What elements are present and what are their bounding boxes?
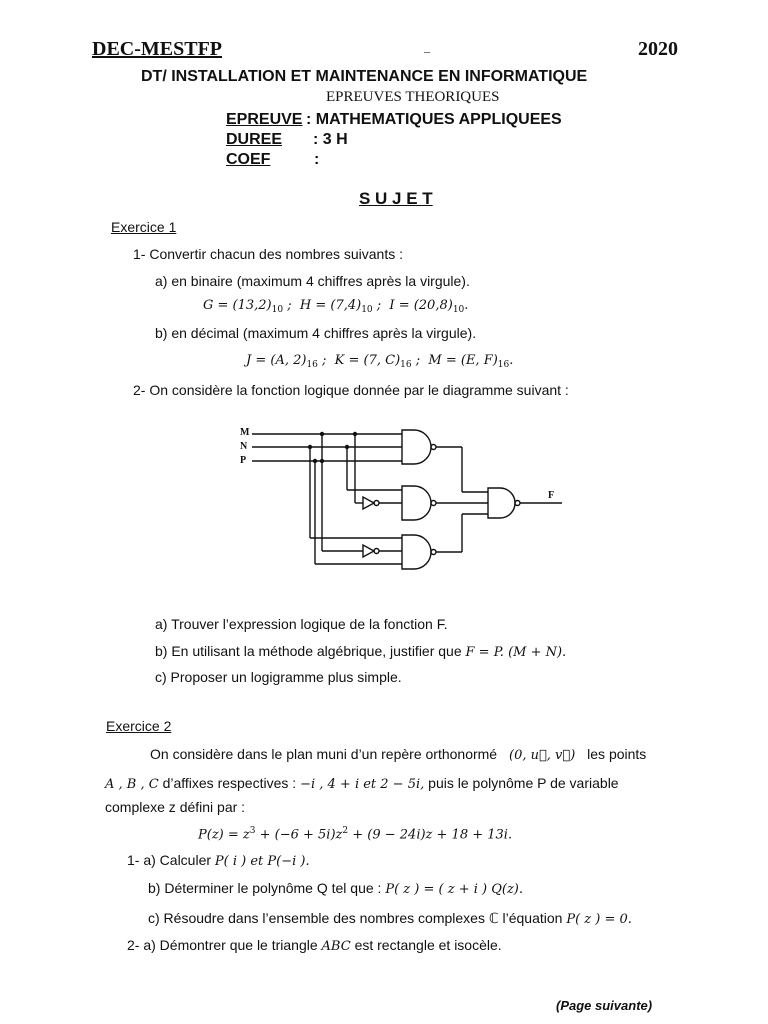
ex2-question-1c: [148, 910, 632, 927]
base-10: 10: [271, 305, 284, 315]
ex1-question-1b: b) en décimal (maximum 4 chiffres après la virgule).: [155, 325, 477, 341]
q2b-text: b) En utilisant la méthode algébrique, justifier que: [155, 643, 466, 659]
q1c-formula: P( z ) = 0.: [566, 912, 632, 927]
value-h: H = (7,4): [299, 298, 362, 313]
year: 2020: [638, 38, 678, 60]
q2a-triangle: ABC: [321, 939, 351, 954]
base-16: 16: [497, 360, 510, 370]
q1a-text: 1- a) Calculer: [127, 852, 215, 868]
epreuve-value: : MATHEMATIQUES APPLIQUEES: [306, 111, 562, 128]
ex1-question-2b: [155, 643, 566, 660]
value-i: I = (20,8): [389, 298, 453, 313]
ex1-question-1a: a) en binaire (maximum 4 chiffres après la virgule).: [155, 273, 470, 289]
exam-title: DT/ INSTALLATION ET MAINTENANCE EN INFORMATIQUE: [141, 68, 588, 85]
exercise-1-title: Exercice 1: [111, 219, 177, 235]
duree-value: : 3 H: [313, 131, 348, 148]
q1b-text: b) Déterminer le polynôme Q tel que :: [148, 880, 386, 896]
duree-label: DUREE: [226, 131, 283, 148]
intro2-text: d’affixes respectives :: [158, 775, 301, 791]
ex2-question-1a: [127, 852, 310, 869]
input-label-m: M: [240, 427, 250, 438]
exam-subtitle: EPREUVES THEORIQUES: [326, 89, 500, 105]
intro-end: les points: [587, 746, 647, 762]
intro-frame: (0, u⃗, v⃗): [509, 748, 576, 763]
q2b-formula: F = P. (M + N).: [465, 645, 567, 660]
power-3: 3: [249, 826, 256, 836]
value-g: G = (13,2): [203, 298, 272, 313]
base-16: 16: [306, 360, 318, 370]
page-footer: (Page suivante): [556, 998, 653, 1013]
exercise-2-title: Exercice 2: [106, 718, 172, 734]
points-abc: A , B , C: [105, 777, 159, 792]
base-10: 10: [452, 305, 465, 315]
epreuve-label: EPREUVE: [226, 111, 303, 128]
output-label-f: F: [548, 490, 555, 501]
org-name: DEC-MESTFP: [92, 38, 222, 60]
poly-part-b: + (−6 + 5i)z: [255, 827, 343, 843]
base-16: 16: [400, 360, 412, 370]
q2a-end: est rectangle et isocèle.: [350, 937, 502, 953]
intro2-end: puis le polynôme P de variable: [424, 775, 619, 791]
polynomial-definition: [198, 826, 512, 842]
poly-part-a: P(z) = z: [198, 827, 250, 843]
ex1-binary-values: $G = (13,2)_{10}$ ; $H = (7,4)_{10}$ ; $I = (20,8)_{10}$.: [203, 298, 469, 315]
affixes: −i , 4 + i et 2 − 5i,: [300, 777, 425, 792]
q1c-text: c) Résoudre dans l’ensemble des nombres complexes ℂ l’équation: [148, 910, 567, 926]
q2a-text: 2- a) Démontrer que le triangle: [127, 937, 322, 953]
q1a-formula: P( i ) et P(−i ).: [214, 854, 310, 869]
ex2-question-2a: [127, 937, 502, 954]
ex2-intro-line-2: [105, 775, 619, 792]
q1b-formula: P( z ) = ( z + i ) Q(z).: [385, 882, 523, 897]
ex1-hex-values: J = (A, $2)_{16}$ ; K = (7, $C)_{16}$ ; M = (E, $F)_{16}$.: [246, 353, 514, 370]
sujet-heading: S U J E T: [359, 189, 433, 208]
value-k: K = (7, C): [334, 353, 401, 368]
base-10: 10: [361, 305, 373, 315]
power-2: 2: [342, 826, 349, 836]
ex2-question-1b: [148, 880, 523, 897]
poly-part-c: + (9 − 24i)z + 18 + 13i.: [348, 827, 513, 843]
intro-text: On considère dans le plan muni d’un repère orthonormé: [150, 746, 498, 762]
ex2-intro-line-3: complexe z défini par :: [105, 799, 246, 815]
ex2-intro-line-1: [150, 746, 646, 763]
input-label-p: P: [240, 455, 247, 466]
header-dash: –: [424, 44, 430, 58]
ex1-question-2a: a) Trouver l’expression logique de la fonction F.: [155, 616, 448, 632]
input-label-n: N: [240, 441, 248, 452]
value-m: M = (E, F): [428, 353, 498, 368]
coef-value: :: [314, 151, 320, 168]
ex1-question-2c: c) Proposer un logigramme plus simple.: [155, 669, 402, 685]
coef-label: COEF: [226, 151, 271, 168]
ex1-question-2: 2- On considère la fonction logique donnée par le diagramme suivant :: [133, 382, 569, 398]
ex1-question-1: 1- Convertir chacun des nombres suivants :: [133, 246, 404, 262]
value-j: J = (A, 2): [246, 353, 307, 368]
